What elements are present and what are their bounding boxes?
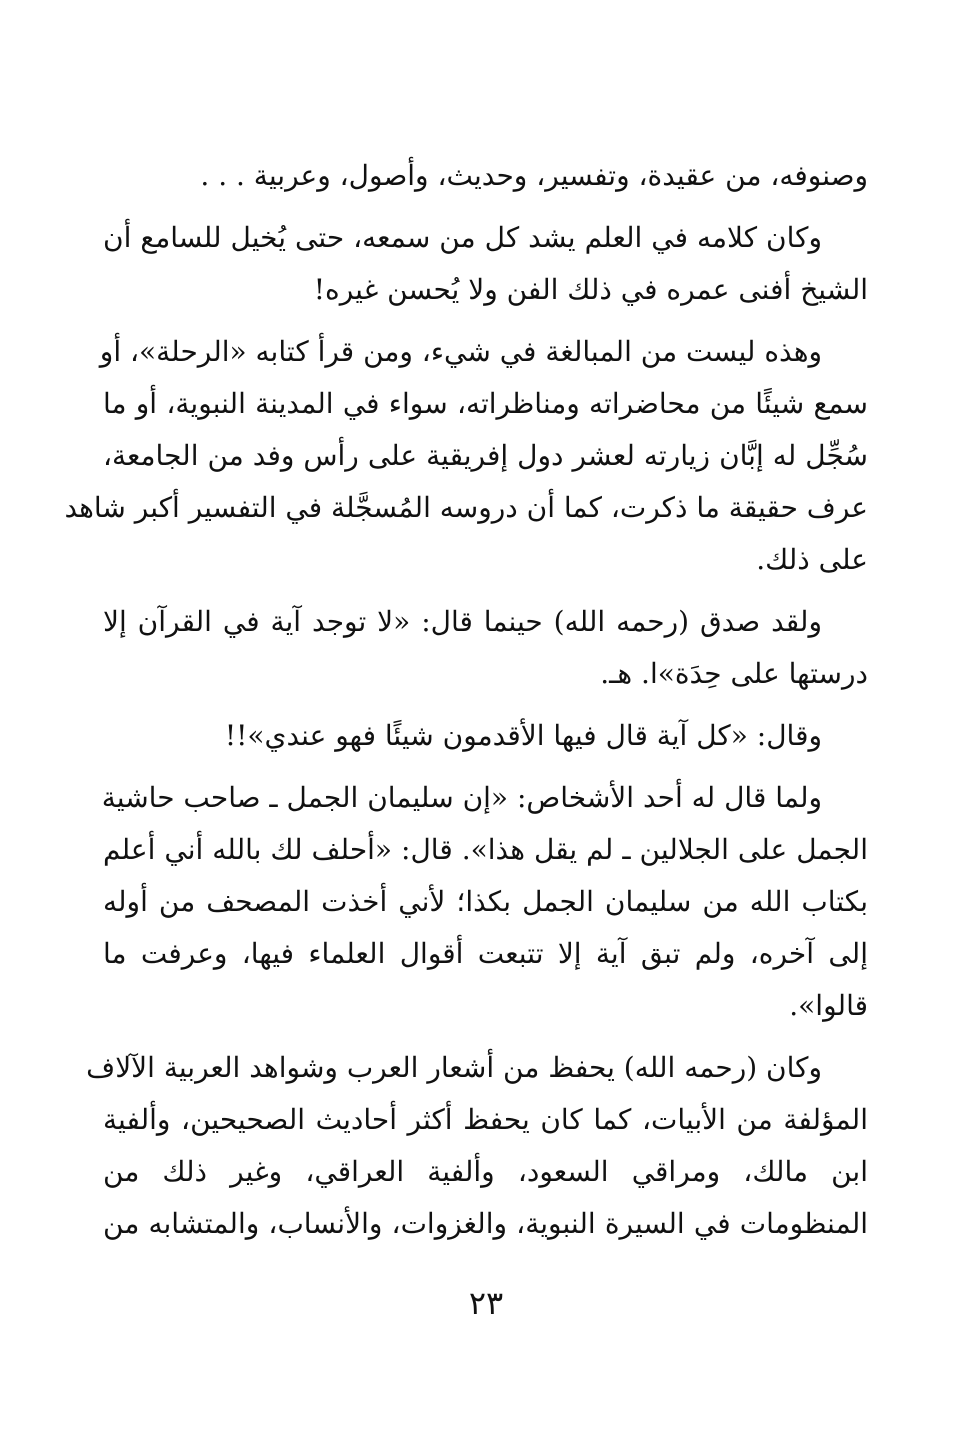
text-line: وقال: «كل آية قال فيها الأقدمون شيئًا فهو عندي»!! [224,719,822,752]
paragraph-gap [103,1032,868,1042]
paragraph-gap [103,202,868,212]
page-number: ٢٣ [468,1284,504,1322]
paragraph-gap [103,586,868,596]
text-line: درستها على حِدَة»ا. هـ. [600,657,868,690]
body-text [64,150,868,1250]
text-line: الجمل على الجلالين ـ لم يقل هذا». قال: «أحلف لك بالله أني أعلم [103,833,868,866]
paragraph-gap [103,700,868,710]
text-line: بكتاب الله من سليمان الجمل بكذا؛ لأني أخذت المصحف من أوله [103,885,868,918]
text-line: سمع شيئًا من محاضراته ومناظراته، سواء في المدينة النبوية، أو ما [103,387,868,420]
text-line: ابن مالك، ومراقي السعود، وألفية العراقي، وغير ذلك من [103,1155,868,1188]
paragraph-gap [103,762,868,772]
text-line: وكان (رحمه الله) يحفظ من أشعار العرب وشواهد العربية الآلاف [86,1051,822,1084]
text-line: وكان كلامه في العلم يشد كل من سمعه، حتى يُخيل للسامع أن [103,221,822,254]
text-line: على ذلك. [756,543,868,576]
text-line: عرف حقيقة ما ذكرت، كما أن دروسه المُسجَّلة في التفسير أكبر شاهد [64,491,868,524]
text-line: إلى آخره، ولم تبق آية إلا تتبعت أقوال العلماء فيها، وعرفت ما [103,937,868,970]
text-line: سُجِّل له إبَّان زيارته لعشر دول إفريقية على رأس وفد من الجامعة، [103,439,868,472]
text-line: وهذه ليست من المبالغة في شيء، ومن قرأ كتابه «الرحلة»، أو [99,335,822,368]
text-line: المنظومات في السيرة النبوية، والغزوات، والأنساب، والمتشابه من [103,1207,868,1240]
text-line: وصنوفه، من عقيدة، وتفسير، وحديث، وأصول، وعربية . . . [200,159,868,192]
text-line: الشيخ أفنى عمره في ذلك الفن ولا يُحسن غيره! [313,273,868,306]
text-line: ولما قال له أحد الأشخاص: «إن سليمان الجمل ـ صاحب حاشية [101,781,822,814]
text-line: قالوا». [789,989,868,1022]
text-line: المؤلفة من الأبيات، كما كان يحفظ أكثر أحاديث الصحيحين، وألفية [103,1103,868,1136]
text-line: ولقد صدق (رحمه الله) حينما قال: «لا توجد آية في القرآن إلا [103,605,822,638]
paragraph-gap [103,316,868,326]
